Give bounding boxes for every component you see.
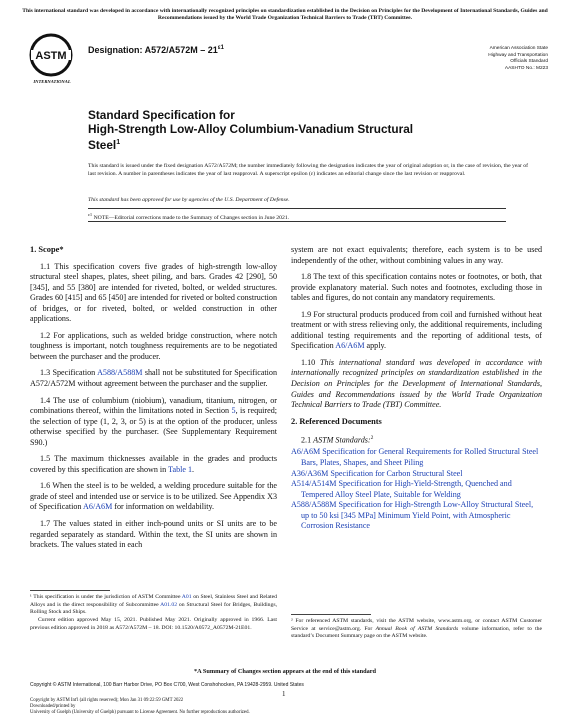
aashto-line: Highway and Transportation [488,52,548,58]
paragraph-1-10: 1.10 This international standard was developed in accordance with internationally recognized principles on standardization established in the Decision on Principles for the Development of International Standards, Guides and Recommendations issued by the World Trade Organization Technical Barriers to Trade (TBT) Committee. [291,357,543,410]
link-table-1[interactable]: Table 1 [168,464,193,474]
title-line-3: Steel$^1$ [88,137,121,152]
left-footnotes [30,590,277,633]
paragraph-1-7-continued: system are not exact equivalents; therefore, each system is to be used independently of the other, without combining values in any way. [291,245,542,265]
page-number: 1 [282,690,286,698]
paragraph-1-7: 1.7 The values stated in either inch-pound units or SI units are to be regarded separately as standard. Within the text, the SI units are shown in brackets. The values stated in each [30,519,277,550]
link-section-5[interactable]: 5 [231,406,236,416]
reference-title[interactable]: Specification for High-Strength Low-Alloy Structural Steel, up to 50 ksi [345 MPa] Minimum Yield Point, with Atmospheric Corrosion Resistance [301,500,534,531]
dod-approval: This standard has been approved for use by agencies of the U.S. Department of Defense. [88,197,290,203]
link-committee-a01[interactable]: A01 [181,594,192,600]
license-line: University of Guelph (University of Guelph) pursuant to License Agreement. No further reproductions authorized. [30,710,250,715]
section-heading-scope: 1. Scope* [30,245,64,254]
aashto-line: Officials Standard [510,59,548,65]
reference-item[interactable] [291,500,542,532]
title-line-1: Standard Specification for [88,108,235,122]
aashto-block [428,46,548,72]
paragraph-1-2: 1.2 For applications, such as welded bridge construction, where notch toughness is important, notch toughness requirements are to be negotiated between the purchaser and the producer. [30,330,277,361]
title-line-2: High-Strength Low-Alloy Columbium-Vanadium Structural [88,122,414,136]
link-a6[interactable]: A6/A6M [335,341,365,351]
reference-title[interactable]: Specification for Carbon Structural Steel [328,468,463,478]
tbt-notice: This international standard was developed in accordance with internationally recognized principles on standardization established in the Decision on Principles for the Development of International Standards, Guides and Recommendations issued by the World Trade Organization Technical Barriers to Trade (TBT) Committee. [22,8,548,21]
license-line: Copyright by ASTM Int'l (all rights reserved); Mon Jan 31 09:22:59 GMT 2022 [30,698,184,703]
footnote-1: ¹ This specification is under the jurisdiction of ASTM Committee A01 on Steel, Stainless Steel and Related Alloys and is the direct responsibility of Subcommittee A01.02 on Structural Steel for Bridges, Buildings, Rolling Stock and Ships. [30,594,277,616]
license-line: Downloaded/printed by [30,704,76,709]
paragraph-1-8: 1.8 The text of this specification contains notes or footnotes, or both, that provide explanatory material. Such notes and footnotes, excluding those in tables and figures, do not contain any mandatory requirements. [291,272,542,303]
footnote-1-edition: Current edition approved May 15, 2021. Published May 2021. Originally approved in 1966. Last previous edition approved in 2018 as A572/A572M – 18. DOI: 10.1520/A0572_A0572M-21E01. [30,617,277,631]
designation [88,45,224,55]
title-footnote-ref[interactable]: 1 [116,139,121,146]
reference-item[interactable] [291,479,542,500]
right-column [291,245,542,532]
footnote-divider [30,590,110,591]
license-notice [30,698,250,716]
epsilon-note: $^{\varepsilon 1}$ NOTE—Editorial corrections made to the Summary of Changes section in June 2021. [88,212,290,221]
link-a6[interactable]: A6/A6M [83,502,113,512]
header-divider [88,221,506,222]
paragraph-1-5: 1.5 The maximum thicknesses available in the grades and products covered by this specification are shown in Table 1. [30,454,277,474]
copyright-line: Copyright © ASTM International, 100 Barr Harbor Drive, PO Box C700, West Conshohocken, PA 19428-2959. United States [30,682,304,688]
footnote-ref-2[interactable]: 2 [370,435,374,442]
header-divider [88,208,506,209]
document-title [88,108,528,152]
section-heading-referenced-documents: 2. Referenced Documents [291,416,382,426]
aashto-line: American Association State [489,46,548,51]
link-a588[interactable]: A588/A588M [97,368,143,378]
paragraph-1-9: 1.9 For structural products produced from coil and furnished without heat treatment or with stress relieving only, the additional requirements, including additional testing requirements and the reporting of additional tests, of Specification A6/A6M apply. [291,309,542,351]
reference-code[interactable]: A514/A514M [291,479,337,489]
paragraph-1-3: 1.3 Specification A588/A588M shall not be substituted for Specification A572/A572M without agreement between the purchaser and the supplier. [30,368,278,389]
footnote-2: ² For referenced ASTM standards, visit the ASTM website, www.astm.org, or contact ASTM Customer Service at service@astm.org. For Annual Book of ASTM Standards volume information, refer to the standard’s Document Summary page on the ASTM website. [291,618,543,640]
logo-caption: INTERNATIONAL [33,79,71,84]
paragraph-1-1: 1.1 This specification covers five grades of high-strength low-alloy structural steel shapes, plates, sheet piling, and bars. Grades 42 [290], 50 [345], and 55 [380] are intended for riveted, bolted, or welded structures. Grades 60 [415] and 65 [450] are intended for riveted or bolted construction of bridges, or for riveted, bolted, or welded construction in other applications. [30,261,277,324]
reference-code[interactable]: A36/A36M [291,468,329,478]
designation-text: Designation: A572/A572M – 21 [88,45,218,55]
paragraph-1-6: 1.6 When the steel is to be welded, a welding procedure suitable for the grade of steel and intended use or service is to be utilized. See Appendix X3 of Specification A6/A6M for information on weldability. [30,481,277,512]
paragraph-1-4: 1.4 The use of columbium (niobium), vanadium, titanium, nitrogen, or combinations thereof, within the limitations noted in Section 5, is required; the selection of type (1, 2, 3, or 5) is at the option of the producer, unless otherwise specified by the purchaser. (See Supplementary Requirement S90.) [30,395,277,447]
link-subcommittee-a01-02[interactable]: A01.02 [160,601,178,608]
summary-of-changes-note: *A Summary of Changes section appears at the end of this standard [193,668,377,675]
reference-title[interactable]: Specification for General Requirements for Rolled Structural Steel Bars, Plates, Shapes, and Sheet Piling [301,447,539,467]
reference-code[interactable]: A588/A588M [291,500,337,510]
paragraph-2-1: 2.1 ASTM Standards:$^2$ [301,435,374,445]
aashto-line: AASHTO No.: M223 [504,65,548,71]
left-column [30,245,277,557]
right-footnotes [291,614,542,641]
reference-list [291,447,542,531]
astm-logo [28,33,74,81]
reference-item[interactable] [291,469,542,480]
reference-code[interactable]: A6/A6M [291,447,321,457]
designation-epsilon: ε1 [217,45,224,51]
reference-item[interactable] [291,447,542,468]
logo-wordmark: ASTM [35,50,67,62]
footnote-divider [291,614,371,615]
reference-title[interactable]: Specification for High-Yield-Strength, Quenched and Tempered Alloy Steel Plate, Suitable for Welding [301,479,512,499]
issued-statement: This standard is issued under the fixed designation A572/A572M; the number immediately following the designation indicates the year of original adoption or, in the case of revision, the year of last revision. A number in parentheses indicates the year of last reapproval. A superscript epsilon (ε) indicates an editorial change since the last revision or reapproval. [88,163,528,177]
